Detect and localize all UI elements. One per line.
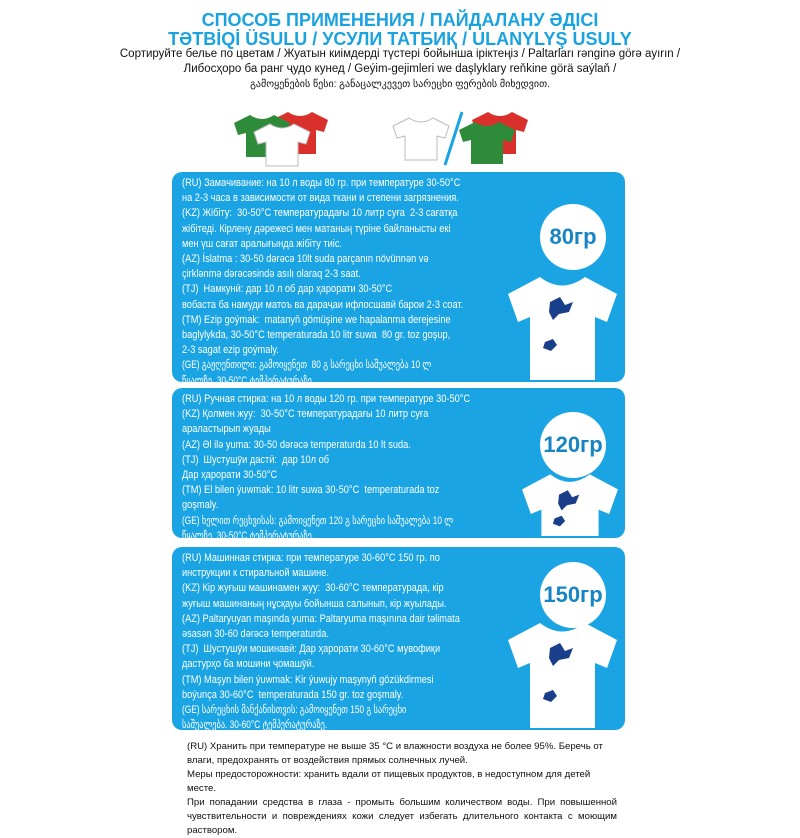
ru-text: (RU) Машинная стирка: при температуре 30-60°C 150 гр. по инструкции к стиральной машине.	[182, 552, 440, 580]
ge-text: (GE) სარეცხის მანქანისთვის: გამოიყენეთ 150 გ სარეცხი საშუალება. 30-60°C ტემპერატურაზე.	[182, 704, 407, 732]
sort-line-2: Либосҳоро ба ранг ҷудо кунед / Geýim-gejimleri we daşlyklary reňkine görä saýlaň /	[183, 63, 617, 75]
stained-shirt-icon	[515, 470, 625, 536]
tm-text: (TM) Maşyn bilen ýuwmak: Kir ýuwujy maşynyň gözükdirmesi boýunça 30-60°C temperaturada 150 gr. toz goşmaly.	[182, 673, 434, 701]
stained-shirt-icon	[500, 272, 625, 380]
tm-text: (TM) El bilen ýuwmak: 10 litr suwa 30-50°C temperaturada toz goşmaly.	[182, 484, 440, 512]
kz-text: (KZ) Кір жуғыш машинамен жуу: 30-60°C температурада, кір жуғыш машинаның нұсқауы бойынша салынып, кір жуылады.	[182, 582, 447, 610]
ge-text: (GE) ხელით რეცხვისას: გამოიყენეთ 120 გ სარეცხი საშუალება 10 ლ წყალზე. 30-50°C ტემპერატურაზე.	[182, 514, 454, 542]
dose-badge-80: 80гр	[540, 204, 606, 270]
tj-text: (TJ) Намкунӣ: дар 10 л об дар ҳарорати 30-50°C вобаста ба намуди матоъ ва дараҷаи ифлосшавӣ барои 2-3 соат.	[182, 283, 464, 311]
tj-text: (TJ) Шустушӯи дастӣ: дар 10л об Дар ҳарорати 30-50°C	[182, 453, 330, 482]
title-line-2: ТƏТBİQİ ÜSULU / УСУЛИ ТАТБИҚ / ULANYLYŞ USULY	[168, 29, 632, 49]
stained-shirt-icon	[500, 618, 625, 728]
storage-note: (RU) Хранить при температуре не выше 35 °С и влажности воздуха не более 95%. Беречь от влаги, предохранять от воздействия прямых солнечных лучей.	[187, 741, 603, 766]
sort-line-3: გამოყენების წესი: განაცალკევეთ სარეცხი ფერების მიხედვით.	[250, 79, 550, 90]
dose-badge-150: 150гр	[540, 562, 606, 628]
color-sorting-illustration	[0, 100, 800, 180]
az-text: (AZ) İslatma : 30-50 dərəcə 10lt suda parçanın növünnən və çirklənmə dərəcəsində asılı olaraq 2-3 saat.	[182, 253, 429, 281]
az-text: (AZ) Əl ilə yuma: 30-50 dərəcə temperaturda 10 lt suda.	[182, 438, 411, 451]
dose-badge-120: 120гр	[540, 412, 606, 478]
precautions-note: Меры предосторожности: хранить вдали от пищевых продуктов, в недоступном для детей месте.	[187, 769, 591, 794]
kz-text: (KZ) Жібіту: 30-50°C температурадағы 10 литр суға 2-3 сағатқа жібітеді. Кірлену дәрежесі мен матаның түріне байланысты екі мен үш сағат аралығында жібіту тиіс.	[182, 207, 458, 250]
tm-text: (TM) Ezip goýmak: matanyň gömüşine we hapalanma derejesine baglylykda, 30-50°C temperaturada 10 litr suwa 80 gr. toz goşup, 2-3 sagat ezip goýmaly.	[182, 313, 451, 357]
title-line-1: СПОСОБ ПРИМЕНЕНИЯ / ПАЙДАЛАНУ ӘДІСІ	[201, 10, 599, 30]
ge-text: (GE) გაჟღენთილი: გამოიყენეთ 80 გ სარეცხი საშუალება 10 ლ წყალზე. 30-50°C ტემპერატურაზე.	[182, 359, 432, 387]
kz-text: (KZ) Қолмен жуу: 30-50°C температурадағы 10 литр суға араластырып жуады	[182, 408, 429, 436]
white-shirt-icon	[393, 118, 449, 160]
az-text: (AZ) Paltaryuyan maşında yuma: Paltaryuma maşınına dair təlimata əsasən 30-60 dərəcə temperaturda.	[182, 612, 460, 641]
ru-text: (RU) Замачивание: на 10 л воды 80 гр. при температуре 30-50°C на 2-3 часа в зависимости от вида ткани и степени загрязнения.	[182, 177, 461, 205]
eye-contact-note: При попадании средства в глаза - промыть большим количеством воды. При повышенной чувствительности и повреждениях кожи следует избегать длительного контакта с моющим раствором.	[187, 797, 617, 836]
tj-text: (TJ) Шустушӯи мошинавӣ: Дар ҳарорати 30-60°C мувофиқи дастурҳо ба мошини ҷомашӯӣ.	[182, 643, 441, 671]
ru-text: (RU) Ручная стирка: на 10 л воды 120 гр. при температуре 30-50°C	[182, 393, 471, 405]
slash-divider	[445, 112, 462, 165]
sort-line-1: Сортируйте белье по цветам / Жуатын киімдерді түстері бойынша іріктеңіз / Paltarları rənginə görə ayırın /	[119, 48, 681, 60]
footer-notes	[187, 740, 617, 838]
